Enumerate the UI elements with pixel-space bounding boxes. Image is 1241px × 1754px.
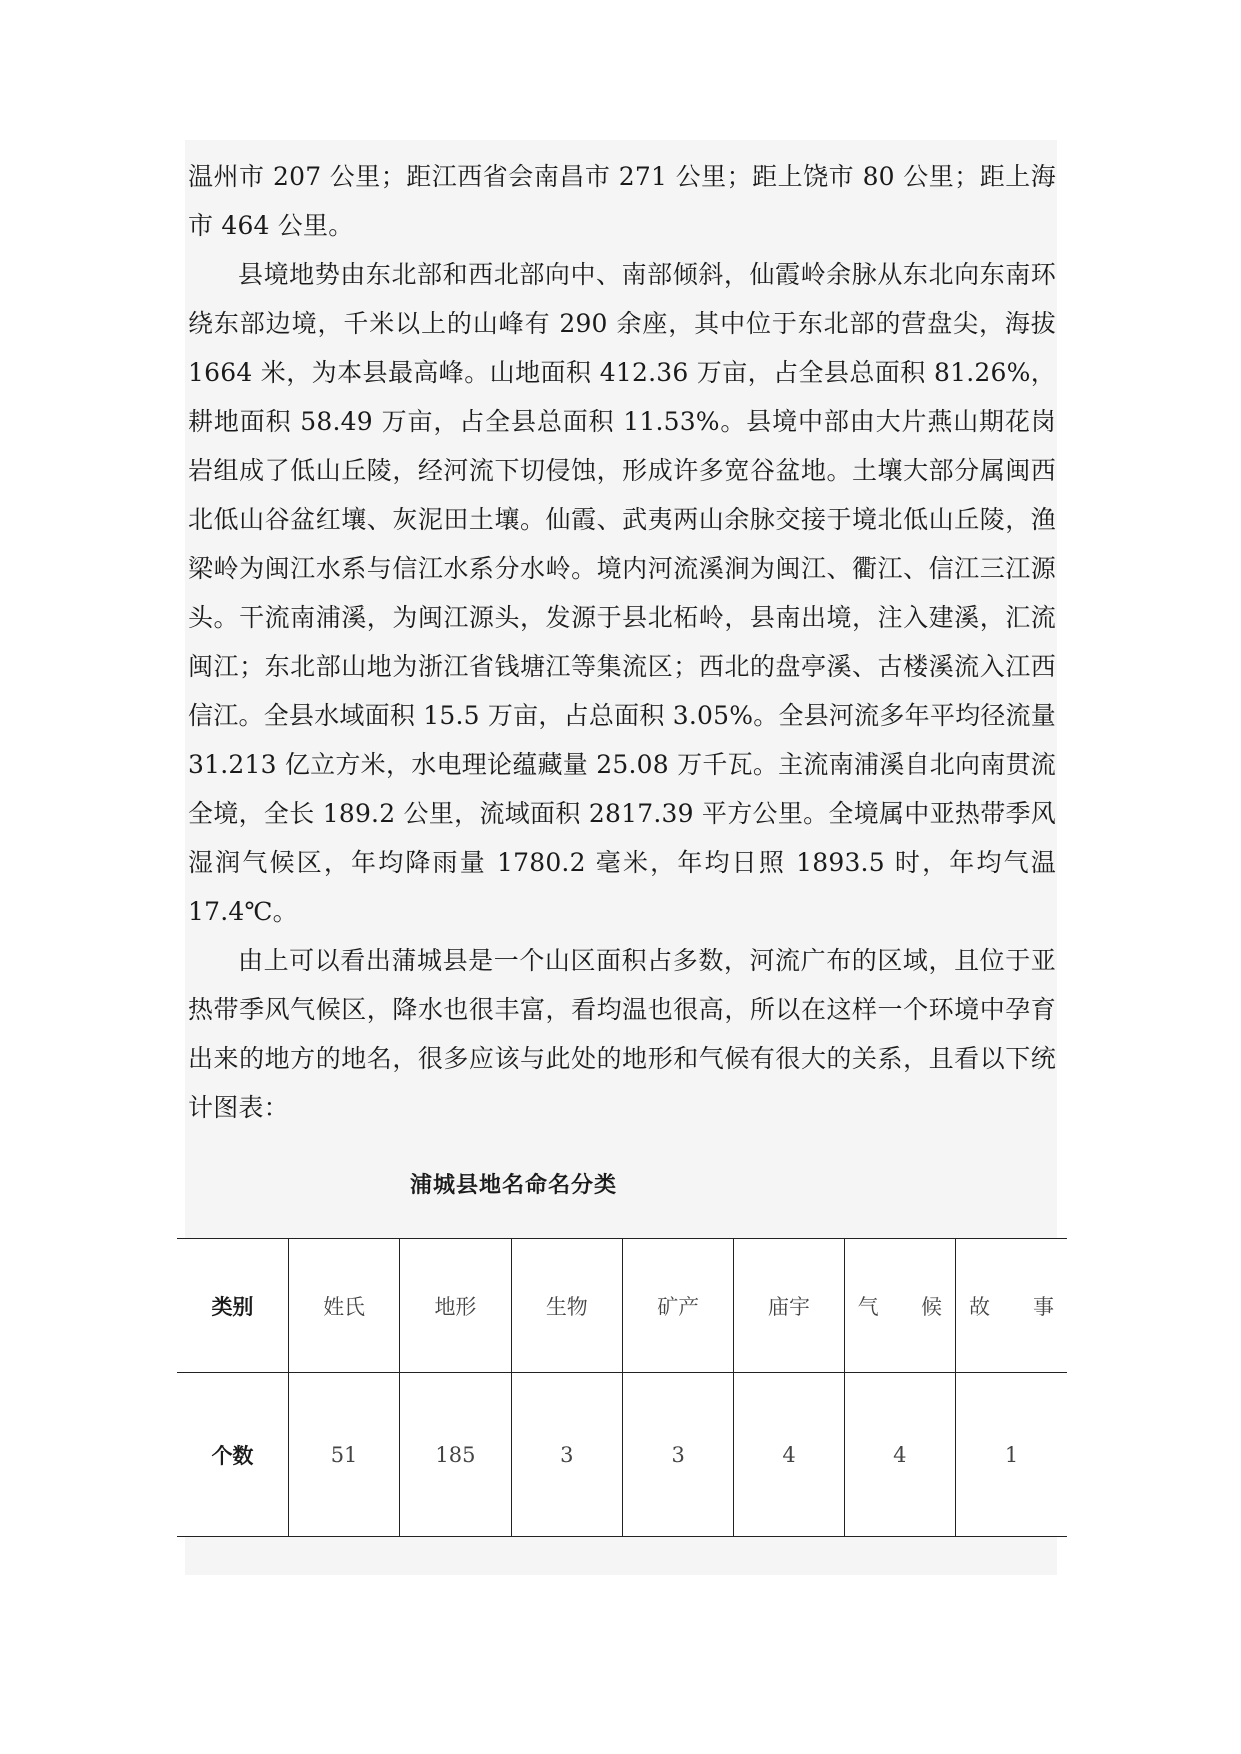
cell-category-story <box>956 1239 1067 1373</box>
paragraph-2: 县境地势由东北部和西北部向中、南部倾斜，仙霞岭余脉从东北向东南环绕东部边境，千米以上的山峰有 290 余座，其中位于东北部的营盘尖，海拔 1664 米，为本县最高峰。山地面积 412.36 万亩，占全县总面积 81.26%，耕地面积 58.49 万亩，占全县总面积 11.53%。县境中部由大片燕山期花岗岩组成了低山丘陵，经河流下切侵蚀，形成许多宽谷盆地。土壤大部分属闽西北低山谷盆红壤、灰泥田土壤。仙霞、武夷两山余脉交接于境北低山丘陵，渔梁岭为闽江水系与信江水系分水岭。境内河流溪涧为闽江、衢江、信江三江源头。干流南浦溪，为闽江源头，发源于县北柘岭，县南出境，注入建溪，汇流闽江；东北部山地为浙江省钱塘江等集流区；西北的盘亭溪、古楼溪流入江西信江。全县水域面积 15.5 万亩，占总面积 3.05%。全县河流多年平均径流量 31.213 亿立方米，水电理论蕴藏量 25.08 万千瓦。主流南浦溪自北向南贯流全境，全长 189.2 公里，流域面积 2817.39 平方公里。全境属中亚热带季风湿润气候区，年均降雨量 1780.2 毫米，年均日照 1893.5 时，年均气温 17.4℃。 <box>188 260 1056 926</box>
cell-count-biology: 3 <box>511 1373 622 1537</box>
table-row-count <box>177 1373 1067 1537</box>
cell-category-temple: 庙宇 <box>734 1239 844 1373</box>
cell-category-biology: 生物 <box>511 1239 622 1373</box>
cell-count-temple: 4 <box>734 1373 844 1537</box>
story-char-2: 事 <box>1033 1294 1054 1319</box>
row-header-category: 类别 <box>177 1239 288 1373</box>
cell-count-terrain: 185 <box>400 1373 511 1537</box>
paragraph-3: 由上可以看出蒲城县是一个山区面积占多数，河流广布的区域，且位于亚热带季风气候区，降水也很丰富，看均温也很高，所以在这样一个环境中孕育出来的地方的地名，很多应该与此处的地形和气候有很大的关系，且看以下统计图表： <box>188 946 1056 1122</box>
cell-count-climate: 4 <box>844 1373 955 1537</box>
climate-char-1: 气 <box>857 1294 879 1319</box>
naming-category-table <box>177 1238 1067 1537</box>
story-char-1: 故 <box>969 1294 991 1319</box>
row-header-count: 个数 <box>177 1373 288 1537</box>
cell-category-terrain: 地形 <box>400 1239 511 1373</box>
cell-category-climate <box>844 1239 955 1373</box>
table-row-category <box>177 1239 1067 1373</box>
climate-char-2: 候 <box>921 1294 943 1319</box>
paragraph-1: 温州市 207 公里；距江西省会南昌市 271 公里；距上饶市 80 公里；距上海市 464 公里。 <box>188 162 1056 240</box>
body-text <box>188 152 1056 1132</box>
cell-count-surname: 51 <box>288 1373 399 1537</box>
table-title: 浦城县地名命名分类 <box>410 1173 618 1198</box>
cell-count-story: 1 <box>956 1373 1067 1537</box>
cell-category-surname: 姓氏 <box>288 1239 399 1373</box>
cell-count-mineral: 3 <box>623 1373 734 1537</box>
cell-category-mineral: 矿产 <box>623 1239 734 1373</box>
